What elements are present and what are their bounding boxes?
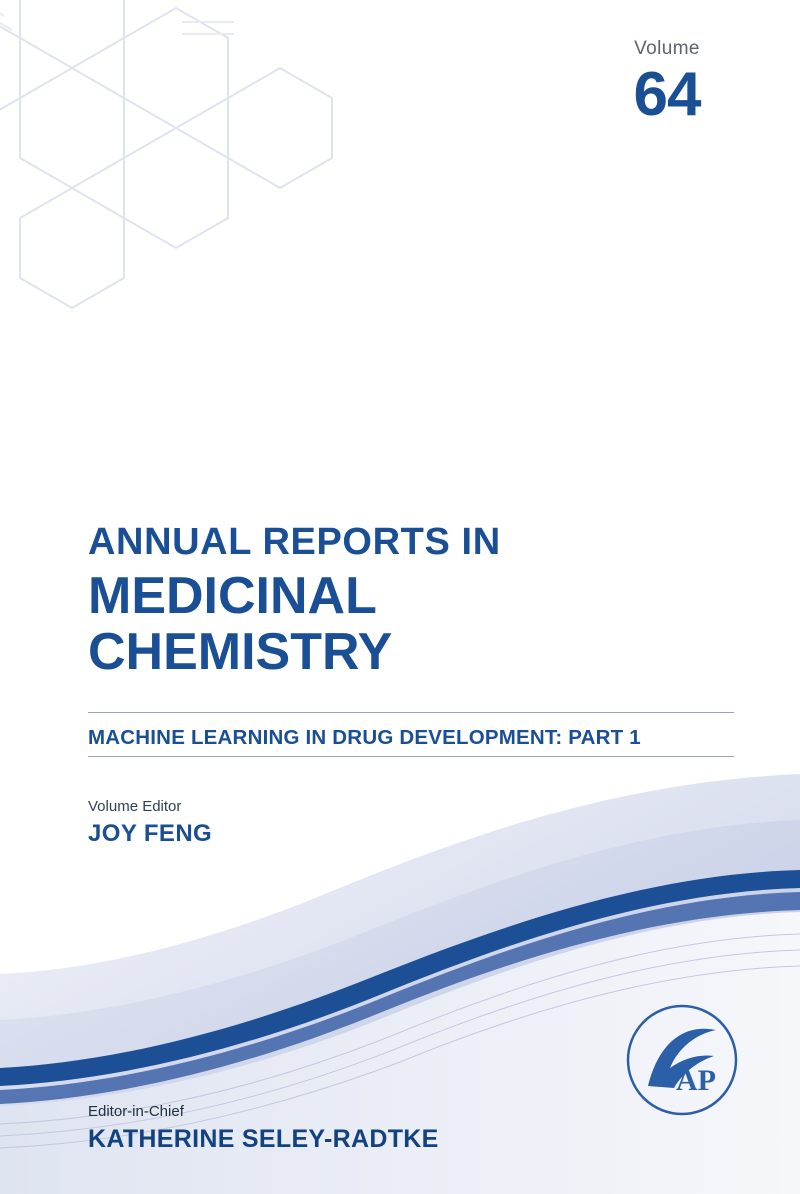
logo-text: AP: [676, 1064, 716, 1097]
title-line-1: ANNUAL REPORTS IN: [88, 521, 501, 563]
volume-number: 64: [633, 60, 701, 129]
hexagon-molecule-icon: [0, 0, 390, 330]
divider-bottom: [88, 756, 734, 757]
academic-press-logo-icon: [626, 1004, 738, 1116]
editor-in-chief-name: KATHERINE SELEY-RADTKE: [88, 1125, 439, 1153]
title-line-3: CHEMISTRY: [88, 623, 393, 681]
editor-in-chief-block: [88, 1103, 439, 1154]
title-line-2: MEDICINAL: [88, 567, 377, 625]
volume-block: [582, 38, 752, 129]
volume-editor-label: Volume Editor: [88, 798, 182, 815]
cover-subtitle: MACHINE LEARNING IN DRUG DEVELOPMENT: PART 1: [88, 726, 641, 749]
editor-in-chief-label: Editor-in-Chief: [88, 1103, 184, 1120]
divider-top: [88, 712, 734, 713]
page-title: [88, 520, 728, 680]
volume-editor-name: JOY FENG: [88, 820, 213, 847]
volume-label: Volume: [634, 38, 700, 59]
